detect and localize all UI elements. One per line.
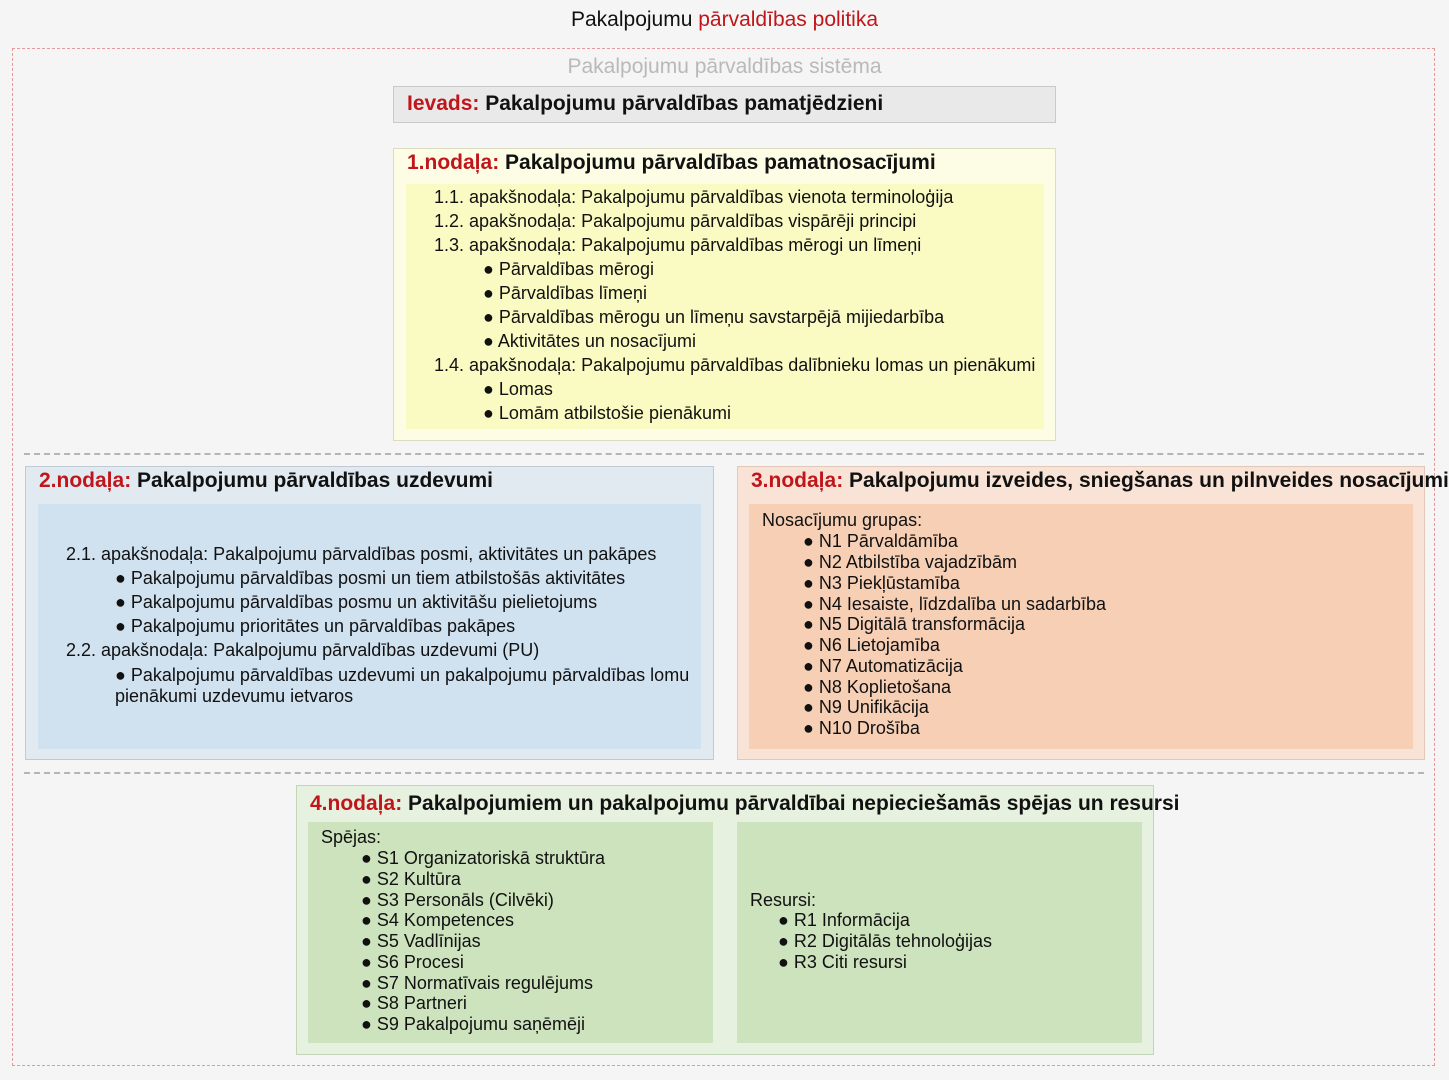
list-item: ● S8 Partneri [361,993,467,1013]
list-item: ● N5 Digitālā transformācija [803,614,1025,634]
chapter-4-title: Pakalpojumiem un pakalpojumu pārvaldībai nepieciešamās spējas un resursi [408,792,1180,815]
list-item: ● N3 Piekļūstamība [803,573,960,593]
chapter-3-heading [751,469,1449,493]
chapter-1-title: Pakalpojumu pārvaldības pamatnosacījumi [505,151,936,174]
list-item: ● Pakalpojumu pārvaldības uzdevumi un pakalpojumu pārvaldības lomu [115,665,690,685]
chapter-3-content [749,504,1413,749]
list-item: ● N7 Automatizācija [803,656,963,676]
group-title: Nosacījumu grupas: [762,510,923,530]
list-item: ● Pārvaldības mērogu un līmeņu savstarpējā mijiedarbība [483,307,945,327]
list-item: ● S5 Vadlīnijas [361,931,481,951]
chapter-2-title: Pakalpojumu pārvaldības uzdevumi [137,469,493,492]
list-item: ● S7 Normatīvais regulējums [361,973,593,993]
list-item: ● Pakalpojumu pārvaldības posmi un tiem atbilstošās aktivitātes [115,568,626,588]
intro-box [393,86,1056,123]
list-item: ● N6 Lietojamība [803,635,940,655]
list-item: ● R2 Digitālās tehnoloģijas [778,931,992,951]
list-item: ● Lomas [483,379,553,399]
list-item: ● N4 Iesaiste, līdzdalība un sadarbība [803,594,1107,614]
list-item: ● R3 Citi resursi [778,952,907,972]
chapter-2-heading [39,469,493,493]
list-item: 2.2. apakšnodaļa: Pakalpojumu pārvaldības uzdevumi (PU) [66,640,540,660]
abilities-title: Spējas: [321,827,382,847]
chapter-1-box [393,148,1056,441]
divider [24,772,1424,774]
list-item: ● S2 Kultūra [361,869,461,889]
list-item: ● S6 Procesi [361,952,464,972]
intro-title: Pakalpojumu pārvaldības pamatjēdzieni [485,92,884,115]
list-item: ● Pārvaldības mērogi [483,259,654,279]
intro-label: Ievads: [407,92,480,115]
chapter-2-label: 2.nodaļa: [39,469,132,492]
list-item: 1.1. apakšnodaļa: Pakalpojumu pārvaldības vienota terminoloģija [434,187,954,207]
page-title [0,8,1449,32]
list-item: ● Lomām atbilstošie pienākumi [483,403,731,423]
list-item: ● S9 Pakalpojumu saņēmēji [361,1014,585,1034]
list-item: ● R1 Informācija [778,910,910,930]
list-item: ● N2 Atbilstība vajadzībām [803,552,1017,572]
chapter-4-box [296,785,1180,1055]
chapter-4-heading [310,792,1179,816]
list-item: ● N1 Pārvaldāmība [803,531,958,551]
chapter-3-box [737,466,1449,760]
chapter-1-heading [407,151,936,175]
list-item: ● S1 Organizatoriskā struktūra [361,848,605,868]
page-title-part2: pārvaldības politika [698,8,879,31]
chapter-1-content [406,184,1044,429]
resources-panel [737,822,1142,1043]
abilities-panel [308,822,713,1043]
resources-title: Resursi: [750,890,817,910]
list-item: 1.3. apakšnodaļa: Pakalpojumu pārvaldības mērogi un līmeņi [434,235,922,255]
intro-heading [407,92,883,116]
list-item: ● Pakalpojumu prioritātes un pārvaldības pakāpes [115,616,516,636]
list-item: ● Pakalpojumu pārvaldības posmu un aktivitāšu pielietojums [115,592,598,612]
list-item: ● Pārvaldības līmeņi [483,283,647,303]
page-title-part1: Pakalpojumu [570,8,699,31]
list-item: 2.1. apakšnodaļa: Pakalpojumu pārvaldības posmi, aktivitātes un pakāpes [66,544,657,564]
divider [24,453,1424,455]
list-item: 1.4. apakšnodaļa: Pakalpojumu pārvaldības dalībnieku lomas un pienākumi [434,355,1036,375]
list-item-continuation: pienākumi uzdevumu ietvaros [115,686,354,706]
system-label: Pakalpojumu pārvaldības sistēma [567,55,882,78]
list-item: ● N9 Unifikācija [803,697,929,717]
chapter-4-label: 4.nodaļa: [310,792,403,815]
chapter-2-box [25,466,714,760]
chapter-2-content [38,504,701,749]
list-item: ● N8 Koplietošana [803,677,951,697]
list-item: ● S4 Kompetences [361,910,514,930]
list-item: ● Aktivitātes un nosacījumi [483,331,696,351]
list-item: ● N10 Drošība [803,718,920,738]
list-item: 1.2. apakšnodaļa: Pakalpojumu pārvaldības vispārēji principi [434,211,917,231]
list-item: ● S3 Personāls (Cilvēki) [361,890,554,910]
chapter-3-label: 3.nodaļa: [751,469,844,492]
chapter-3-title: Pakalpojumu izveides, sniegšanas un pilnveides nosacījumi [849,469,1449,492]
chapter-1-label: 1.nodaļa: [407,151,500,174]
